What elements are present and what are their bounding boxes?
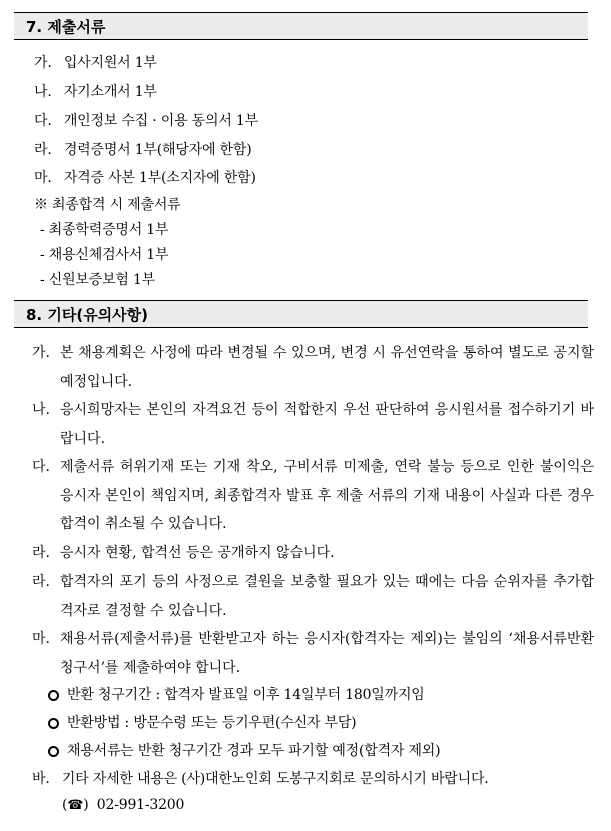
section-8-title: 8. 기타(유의사항)	[14, 300, 588, 328]
item-text: 기타 자세한 내용은 (사)대한노인회 도봉구지회로 문의하시기 바랍니다.	[61, 771, 489, 787]
item-marker: 바.	[32, 771, 50, 787]
return-item	[48, 685, 425, 705]
item-text: 자기소개서 1부	[63, 84, 157, 100]
item-text: 경력증명서 1부(해당자에 한함)	[63, 142, 252, 158]
list-item	[34, 111, 258, 131]
item-text: 채용서류(제출서류)를 반환받고자 하는 응시자(합격자는 제외)는 불임의 ‘채용서류반환청구서’를 제출하여야 합니다.	[60, 631, 594, 676]
item-marker: 라.	[32, 574, 50, 590]
item-marker: 마.	[32, 631, 50, 647]
item-marker: 나.	[34, 84, 52, 100]
circle-bullet-icon	[48, 690, 59, 701]
item-marker: 다.	[32, 459, 50, 475]
list-item	[34, 140, 251, 160]
return-item-text: 반환 청구기간 : 합격자 발표일 이후 14일부터 180일까지임	[67, 687, 425, 703]
item-marker: 라.	[32, 545, 50, 561]
notice-item	[32, 769, 489, 789]
list-item	[34, 168, 256, 188]
item-text: 입사지원서 1부	[63, 55, 157, 71]
item-text: 합격자의 포기 등의 사정으로 결원을 보충할 필요가 있는 때에는 다음 순위자를 추가합격자로 결정할 수 있습니다.	[60, 574, 594, 619]
item-text: 개인정보 수집 · 이용 동의서 1부	[63, 113, 258, 129]
return-item-text: 채용서류는 반환 청구기간 경과 모두 파기할 예정(합격자 제외)	[67, 743, 441, 759]
final-item: - 채용신체검사서 1부	[40, 247, 169, 263]
final-item: - 최종학력증명서 1부	[40, 222, 169, 238]
notice-item	[32, 568, 594, 625]
return-item	[48, 713, 356, 733]
circle-bullet-icon	[48, 746, 59, 757]
notice-item	[32, 453, 594, 539]
notice-item	[32, 539, 594, 568]
list-item	[34, 82, 157, 102]
item-marker: 다.	[34, 113, 52, 129]
item-marker: 라.	[34, 142, 52, 158]
item-text: 제출서류 허위기재 또는 기재 착오, 구비서류 미제출, 연락 불능 등으로 인한 불이익은 응시자 본인이 책임지며, 최종합격자 발표 후 제출 서류의 기재 내용이 사실과 다른 경우 합격이 취소될 수 있습니다.	[60, 459, 594, 533]
item-text: 본 채용계획은 사정에 따라 변경될 수 있으며, 변경 시 유선연락을 통하여 별도로 공지할 예정입니다.	[60, 345, 594, 390]
item-text: 응시자 현황, 합격선 등은 공개하지 않습니다.	[60, 545, 335, 561]
item-marker: 가.	[34, 55, 52, 71]
notice-item	[32, 339, 594, 396]
return-item-text: 반환방법 : 방문수령 또는 등기우편(수신자 부담)	[67, 715, 357, 731]
phone-number: 02-991-3200	[96, 797, 185, 813]
phone-line: (☎) 02-991-3200	[62, 797, 185, 813]
item-marker: 마.	[34, 170, 52, 186]
final-note: ※ 최종합격 시 제출서류	[34, 197, 181, 213]
list-item	[34, 53, 157, 73]
item-marker: 가.	[32, 345, 50, 361]
final-item: - 신원보증보험 1부	[40, 272, 156, 288]
notice-item	[32, 396, 594, 453]
circle-bullet-icon	[48, 718, 59, 729]
item-marker: 나.	[32, 402, 50, 418]
phone-icon: ☎	[67, 798, 84, 813]
item-text: 자격증 사본 1부(소지자에 한함)	[63, 170, 256, 186]
notice-item	[32, 625, 594, 682]
section-7-title: 7. 제출서류	[14, 12, 588, 40]
item-text: 응시희망자는 본인의 자격요건 등이 적합한지 우선 판단하여 응시원서를 접수하기기 바랍니다.	[60, 402, 594, 447]
return-item	[48, 741, 440, 761]
